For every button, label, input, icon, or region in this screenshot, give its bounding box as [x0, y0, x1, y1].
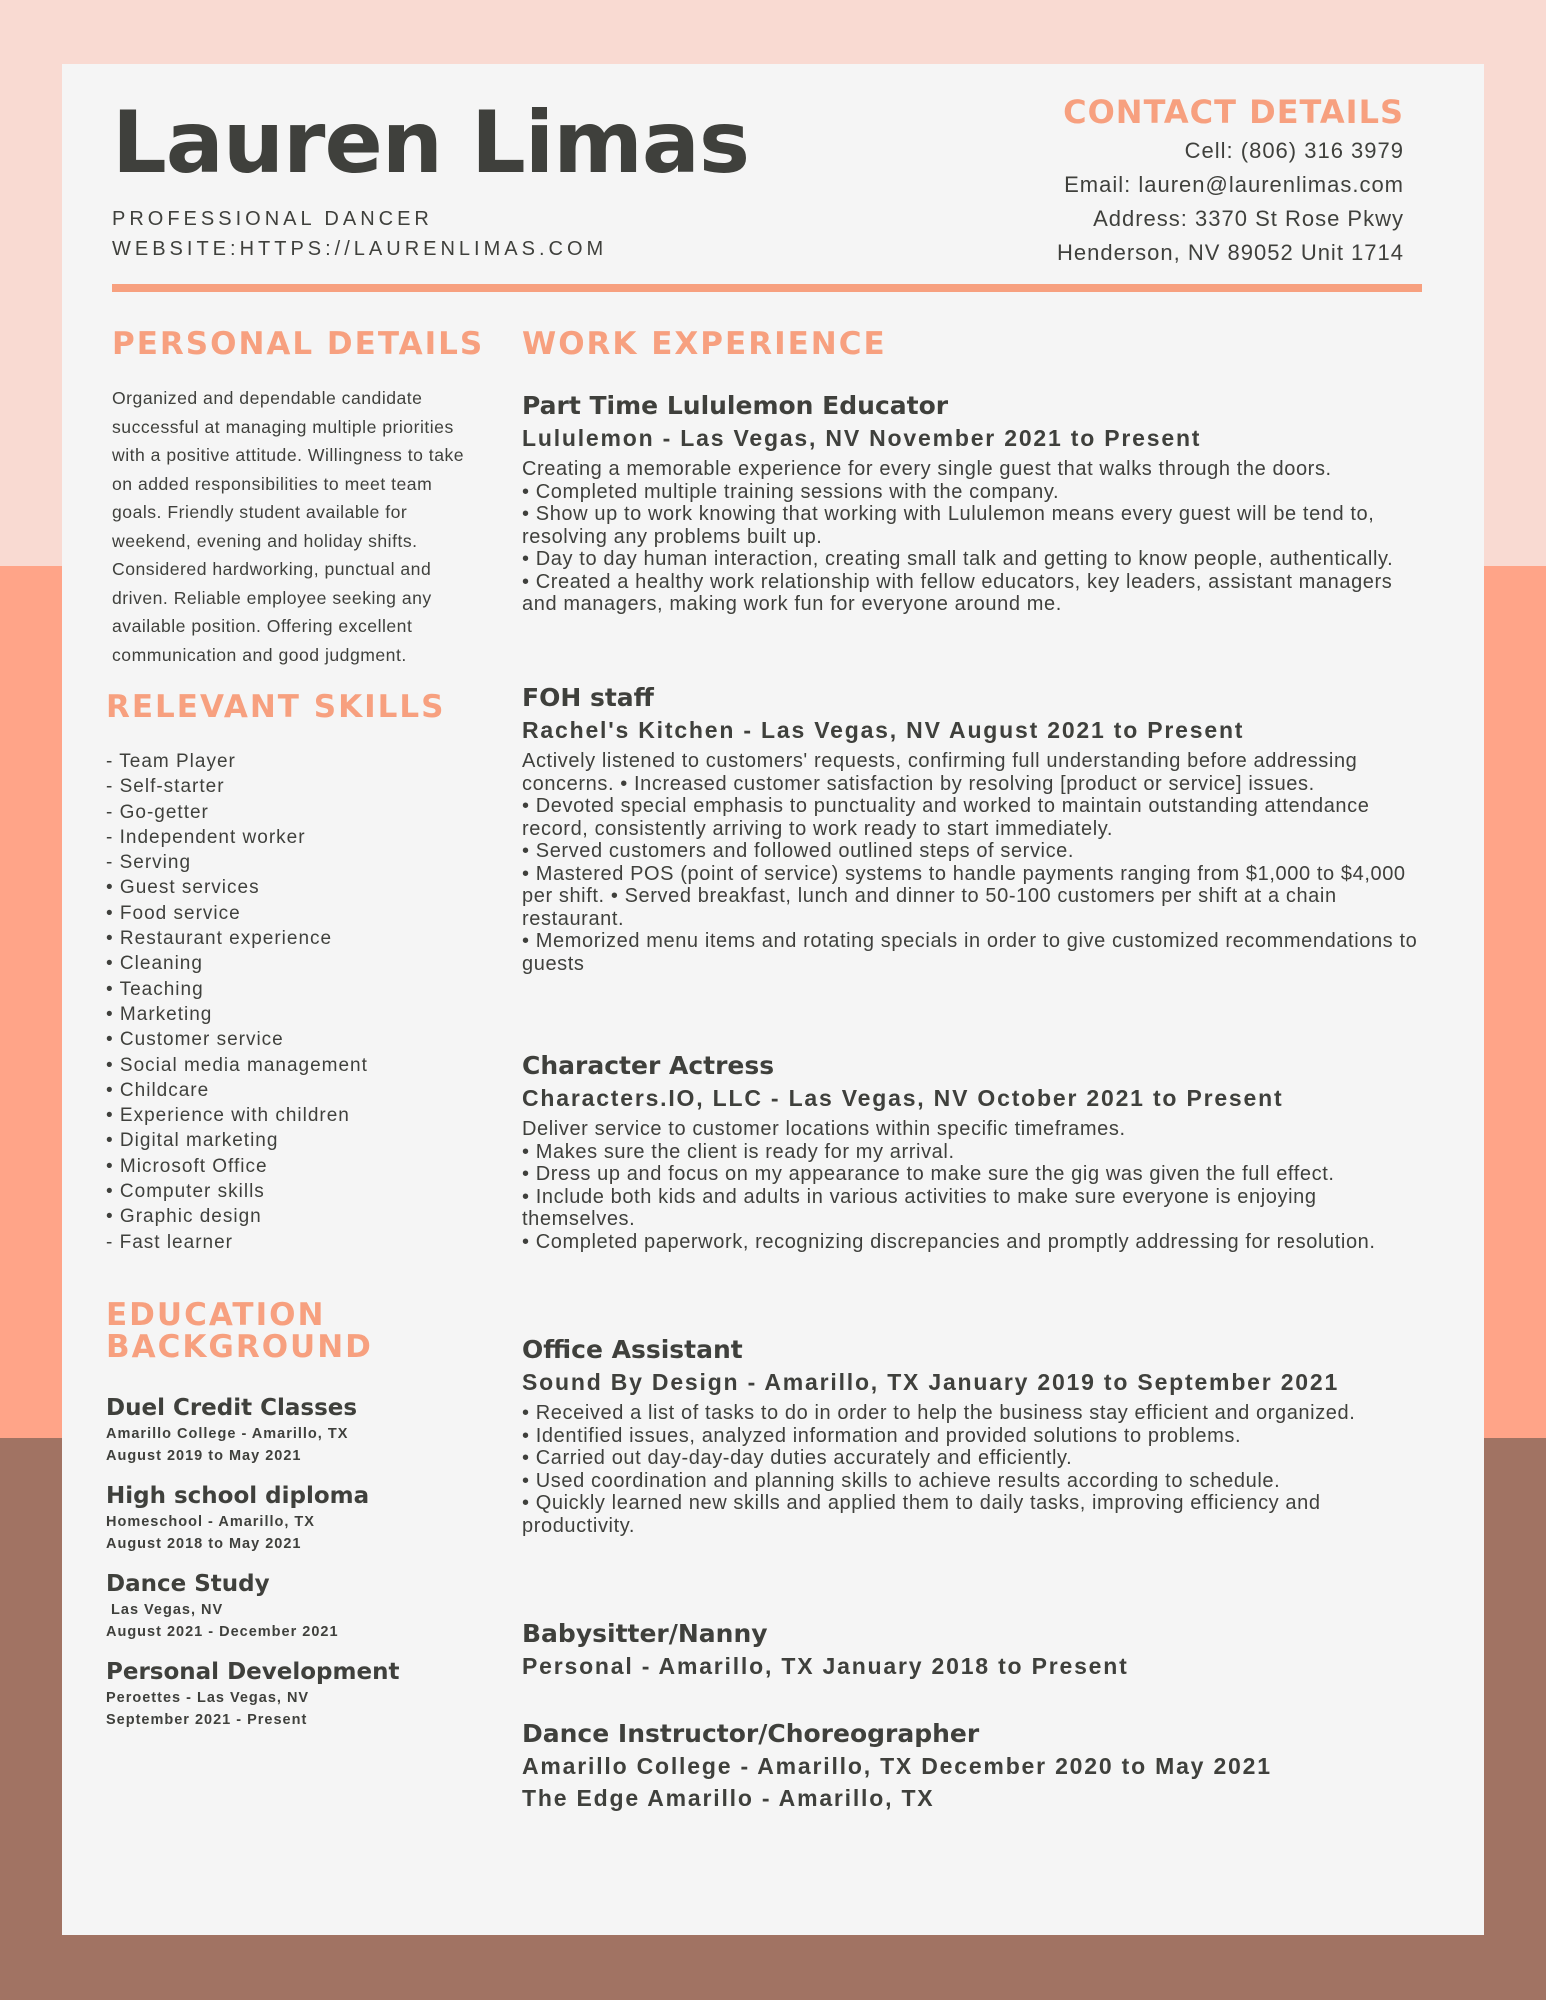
list-item: • Teaching	[106, 978, 204, 1000]
education-title: Duel Credit Classes	[106, 1394, 358, 1421]
list-item: • Childcare	[106, 1079, 210, 1101]
contact-details	[1057, 92, 1404, 270]
job-title: FOH staff	[522, 683, 654, 712]
list-item: • Graphic design	[106, 1206, 262, 1228]
education-place: Las Vegas, NV	[106, 1601, 224, 1618]
education-dates: September 2021 - Present	[106, 1711, 308, 1728]
job-company-secondary: The Edge Amarillo - Amarillo, TX	[522, 1785, 935, 1811]
education-list	[106, 1393, 496, 1731]
job-company: Rachel's Kitchen - Las Vegas, NV August 2021 to Present	[522, 717, 1245, 743]
list-item: • Food service	[106, 902, 241, 924]
resume-page	[62, 64, 1484, 1935]
list-item: • Customer service	[106, 1029, 284, 1051]
left-column	[106, 328, 496, 1731]
relevant-skills-heading: RELEVANT SKILLS	[106, 689, 446, 725]
resume-website: WEBSITE:HTTPS://LAURENLIMAS.COM	[112, 238, 608, 260]
list-item: • Cleaning	[106, 953, 203, 975]
job-company: Amarillo College - Amarillo, TX December 2020 to May 2021	[522, 1753, 1272, 1779]
contact-cell: Cell: (806) 316 3979	[1184, 138, 1404, 163]
education-place: Peroettes - Las Vegas, NV	[106, 1689, 310, 1706]
job-entry	[522, 1718, 1422, 1814]
list-item: • Guest services	[106, 877, 260, 899]
job-title: Part Time Lululemon Educator	[522, 391, 949, 420]
list-item: - Self-starter	[106, 776, 225, 798]
contact-heading: CONTACT DETAILS	[1063, 93, 1404, 131]
job-company: Sound By Design - Amarillo, TX January 2019 to September 2021	[522, 1369, 1340, 1395]
education-item	[106, 1569, 496, 1643]
education-item	[106, 1657, 496, 1731]
list-item: - Go-getter	[106, 801, 209, 823]
job-description: Deliver service to customer locations within specific timeframes. • Makes sure the client is ready for my arrival. • Dress up and focus on my appearance to make sure the gig was given the full effect. • Include both kids and adults in various activities to make sure everyone is enjoying themselves. • Completed paperwork, recognizing discrepancies and promptly addressing for resolution.	[522, 1118, 1376, 1253]
education-dates: August 2019 to May 2021	[106, 1447, 302, 1464]
contact-email: Email: lauren@laurenlimas.com	[1064, 172, 1404, 197]
job-company: Personal - Amarillo, TX January 2018 to Present	[522, 1653, 1129, 1679]
list-item: • Microsoft Office	[106, 1155, 268, 1177]
personal-details-heading: PERSONAL DETAILS	[112, 326, 485, 362]
education-heading-line2: BACKGROUND	[106, 1328, 373, 1365]
list-item: • Experience with children	[106, 1105, 350, 1127]
education-heading-line1: EDUCATION	[106, 1296, 326, 1333]
education-title: Personal Development	[106, 1658, 400, 1685]
education-dates: August 2018 to May 2021	[106, 1535, 302, 1552]
education-title: Dance Study	[106, 1570, 270, 1597]
list-item: • Computer skills	[106, 1181, 265, 1203]
list-item: - Fast learner	[106, 1231, 233, 1253]
education-item	[106, 1393, 496, 1467]
job-company: Lululemon - Las Vegas, NV November 2021 to Present	[522, 425, 1202, 451]
education-place: Homeschool - Amarillo, TX	[106, 1513, 315, 1530]
contact-city: Henderson, NV 89052 Unit 1714	[1057, 240, 1404, 265]
education-title: High school diploma	[106, 1482, 370, 1509]
job-entry	[522, 390, 1422, 682]
resume-role: PROFESSIONAL DANCER	[112, 208, 433, 230]
job-description: • Received a list of tasks to do in order to help the business stay efficient and organized. • Identified issues, analyzed information and provided solutions to problems. • Carried out day-day-day duties accurately and efficiently. • Used coordination and planning skills to achieve results according to schedule. • Quickly learned new skills and applied them to daily tasks, improving efficiency and productivity.	[522, 1402, 1356, 1537]
list-item: - Serving	[106, 852, 192, 874]
list-item: • Social media management	[106, 1054, 368, 1076]
job-title: Dance Instructor/Choreographer	[522, 1719, 980, 1748]
job-title: Character Actress	[522, 1051, 775, 1080]
list-item: • Marketing	[106, 1003, 213, 1025]
education-place: Amarillo College - Amarillo, TX	[106, 1425, 349, 1442]
resume-name: Lauren Limas	[112, 93, 750, 193]
education-heading	[106, 1296, 496, 1365]
job-description: Actively listened to customers' requests, confirming full understanding before addressing concerns. • Increased customer satisfaction by resolving [product or service] issues. • Devoted special emphasis to punctuality and worked to maintain outstanding attendance record, consistently arriving to work ready to start immediately. • Served customers and followed outlined steps of service. • Mastered POS (point of service) systems to handle payments ranging from $1,000 to $4,000 per shift. • Served breakfast, lunch and dinner to 50-100 customers per shift at a chain restaurant. • Memorized menu items and rotating specials in order to give customized recommendations to guests	[522, 750, 1418, 975]
job-title: Office Assistant	[522, 1335, 743, 1364]
right-column	[522, 328, 1422, 1814]
job-entry	[522, 1050, 1422, 1334]
list-item: • Restaurant experience	[106, 928, 333, 950]
work-experience-heading: WORK EXPERIENCE	[522, 326, 887, 362]
skills-list	[106, 749, 496, 1255]
list-item: - Independent worker	[106, 826, 306, 848]
header-divider	[112, 284, 1422, 292]
personal-details-text: Organized and dependable candidate successful at managing multiple priorities with a positive attitude. Willingness to take on added responsibilities to meet team goals. Friendly student available for weekend, evening and holiday shifts. Considered hardworking, punctual and driven. Reliable employee seeking any available position. Offering excellent communication and good judgment.	[112, 388, 465, 665]
education-item	[106, 1481, 496, 1555]
job-entry	[522, 1618, 1422, 1718]
list-item: • Digital marketing	[106, 1130, 279, 1152]
job-entry	[522, 1334, 1422, 1618]
job-description: Creating a memorable experience for every single guest that walks through the doors. • Completed multiple training sessions with the company. • Show up to work knowing that working with Lululemon means every guest will be tend to, resolving any problems built up. • Day to day human interaction, creating small talk and getting to know people, authentically. • Created a healthy work relationship with fellow educators, key leaders, assistant managers and managers, making work fun for everyone around me.	[522, 458, 1394, 615]
contact-address: Address: 3370 St Rose Pkwy	[1093, 206, 1404, 231]
list-item: - Team Player	[106, 751, 236, 772]
job-company: Characters.IO, LLC - Las Vegas, NV October 2021 to Present	[522, 1085, 1284, 1111]
job-entry	[522, 682, 1422, 1050]
resume-subtitle	[112, 204, 607, 264]
job-title: Babysitter/Nanny	[522, 1619, 768, 1648]
education-dates: August 2021 - December 2021	[106, 1623, 339, 1640]
